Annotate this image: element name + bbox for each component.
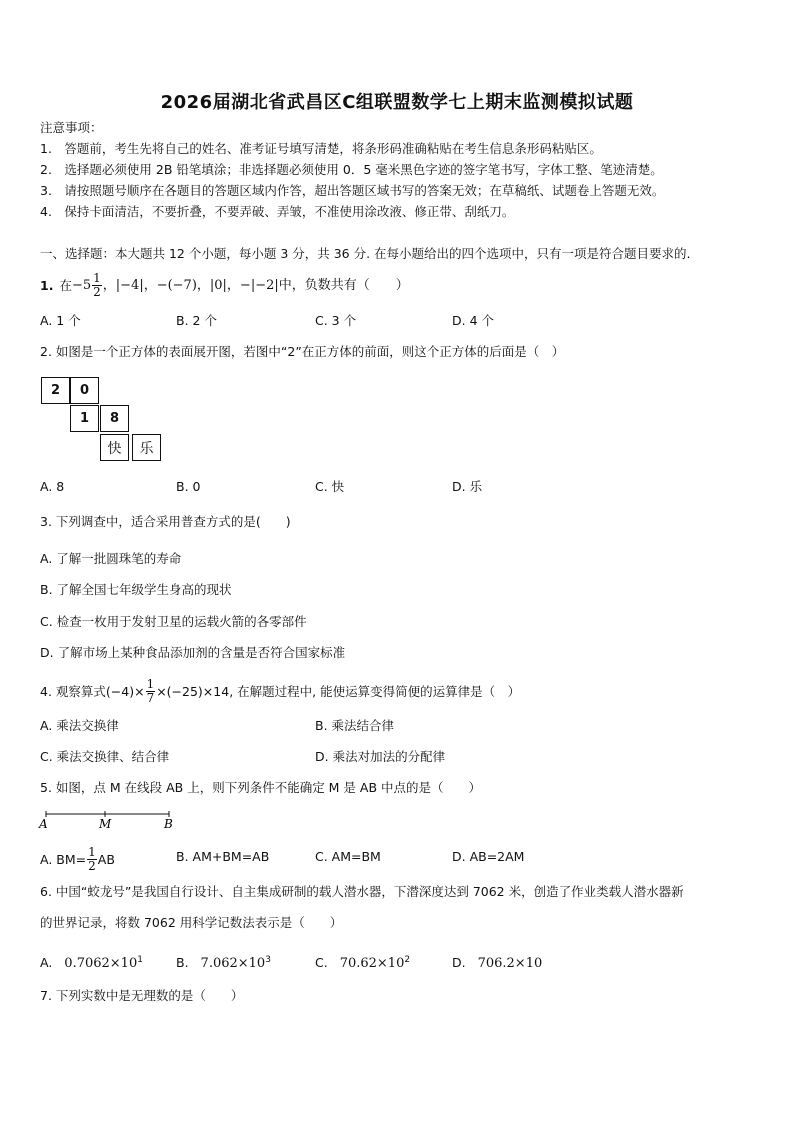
- option-d: D. 706.2×10: [452, 955, 543, 972]
- net-cell: 乐: [132, 434, 161, 461]
- notice-item: 2. 选择题必须使用 2B 铅笔填涂；非选择题必须使用 0．5 毫米黑色字迹的签字笔书写，字体工整、笔迹清楚。: [40, 162, 663, 177]
- question-number: 1.: [40, 277, 54, 293]
- option-c: C. 3 个: [315, 313, 357, 328]
- option-c: C. 乘法交换律、结合律: [40, 749, 170, 764]
- question-text: 4. 观察算式(−4)×: [40, 683, 145, 699]
- option-a: A. 8: [40, 479, 65, 494]
- option-d: D. AB=2AM: [452, 849, 525, 864]
- net-cell: 1: [70, 405, 99, 432]
- notice-item: 4. 保持卡面清洁，不要折叠，不要弄破、弄皱，不准使用涂改液、修正带、刮纸刀。: [40, 204, 515, 219]
- question-1: [40, 272, 409, 299]
- option-c: C. 快: [315, 479, 345, 494]
- option-b: B. 了解全国七年级学生身高的现状: [40, 582, 232, 597]
- option-a: A. 了解一批圆珠笔的寿命: [40, 551, 182, 566]
- fraction: $\frac{1}{2}$: [93, 271, 101, 299]
- option-c: C. AM=BM: [315, 849, 381, 864]
- option-b: B. 2 个: [176, 313, 217, 328]
- question-text: ×(−25)×14, 在解题过程中, 能使运算变得简便的运算律是（ ）: [156, 683, 521, 699]
- math-term: −5: [71, 277, 92, 293]
- net-cell: 2: [41, 377, 70, 404]
- option-b: B. 0: [176, 479, 201, 494]
- question-2: 2. 如图是一个正方体的表面展开图，若图中“2”在正方体的前面，则这个正方体的后面是（ ）: [40, 344, 565, 359]
- option-a: A. BM= $\frac{1}{2}$ AB: [40, 845, 115, 873]
- notice-heading: 注意事项：: [40, 120, 103, 135]
- question-text: 在: [59, 277, 72, 293]
- question-5: 5. 如图，点 M 在线段 AB 上，则下列条件不能确定 M 是 AB 中点的是（ ）: [40, 780, 482, 795]
- question-6: 6. 中国“蛟龙号”是我国自行设计、自主集成研制的载人潜水器，下潜深度达到 7062 米，创造了作业类载人潜水器新: [40, 884, 684, 899]
- option-a: A. $0.7062\times 10^1$: [40, 955, 143, 972]
- option-a: A. 1 个: [40, 313, 81, 328]
- option-d: D. 了解市场上某种食品添加剂的含量是否符合国家标准: [40, 645, 346, 660]
- section-heading: 一、选择题：本大题共 12 个小题，每小题 3 分，共 36 分. 在每小题给出的四个选项中，只有一项是符合题目要求的.: [40, 246, 691, 261]
- option-c: C. $70.62\times 10^2$: [315, 955, 411, 972]
- question-4: [40, 678, 520, 705]
- question-7: 7. 下列实数中是无理数的是（ ）: [40, 988, 244, 1003]
- point-label-m: M: [99, 817, 112, 831]
- fraction: $\frac{1}{7}$: [146, 677, 155, 705]
- notice-item: 1. 答题前，考生先将自己的姓名、准考证号填写清楚，将条形码准确粘贴在考生信息条形码粘贴区。: [40, 141, 602, 156]
- notice-item: 3. 请按照题号顺序在各题目的答题区域内作答，超出答题区域书写的答案无效；在草稿纸、试题卷上答题无效。: [40, 183, 665, 198]
- question-text: ，|−4|，−(−7)，|0|，−|−2|中，负数共有（ ）: [102, 277, 409, 293]
- option-c: C. 检查一枚用于发射卫星的运载火箭的各零部件: [40, 614, 307, 629]
- option-d: D. 4 个: [452, 313, 494, 328]
- option-b: B. AM+BM=AB: [176, 849, 270, 864]
- option-d: D. 乘法对加法的分配律: [315, 749, 446, 764]
- question-6-cont: 的世界记录，将数 7062 用科学记数法表示是（ ）: [40, 915, 343, 930]
- segment-diagram: [36, 806, 186, 832]
- point-label-a: A: [39, 817, 48, 831]
- option-b: B. $7.062\times 10^3$: [176, 955, 271, 972]
- net-cell: 快: [100, 434, 129, 461]
- option-a: A. 乘法交换律: [40, 718, 119, 733]
- option-d: D. 乐: [452, 479, 483, 494]
- point-label-b: B: [164, 817, 173, 831]
- net-cell: 8: [100, 405, 129, 432]
- page-title: 2026届湖北省武昌区C组联盟数学七上期末监测模拟试题: [160, 92, 634, 113]
- question-3: 3. 下列调查中，适合采用普查方式的是( ): [40, 514, 291, 529]
- net-cell: 0: [70, 377, 99, 404]
- option-b: B. 乘法结合律: [315, 718, 395, 733]
- fraction: $\frac{1}{2}$: [88, 845, 96, 873]
